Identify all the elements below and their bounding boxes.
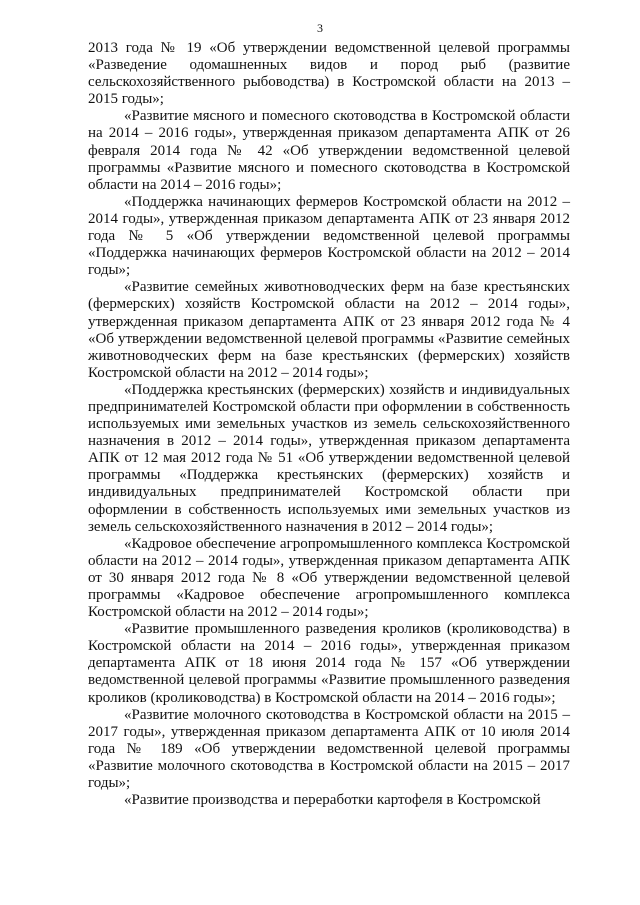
paragraph-land-ownership-support-program: «Поддержка крестьянских (фермерских) хозяйств и индивидуальных предпринимателей Костромской области при оформлении в собственность используемых ими земельных участков из земель сельскохозяйственного назначения в 2012 – 2014 годы», утвержденная приказом департамента АПК от 12 мая 2012 года № 51 «Об утверждении ведомственной целевой программы «Поддержка крестьянских (фермерских) хозяйств и индивидуальных предпринимателей Костромской области при оформлении в собственность используемых ими земельных участков из земель сельскохозяйственного назначения в 2012 – 2014 годы»; [88, 381, 570, 535]
paragraph-beginning-farmers-program: «Поддержка начинающих фермеров Костромской области на 2012 – 2014 годы», утвержденная приказом департамента АПК от 23 января 2012 года № 5 «Об утверждении ведомственной целевой программы «Поддержка начинающих фермеров Костромской области на 2012 – 2014 годы»; [88, 193, 570, 279]
paragraph-family-livestock-farms-program: «Развитие семейных животноводческих ферм на базе крестьянских (фермерских) хозяйств Костромской области на 2012 – 2014 годы», утвержденная приказом департамента АПК от 23 января 2012 года № 4 «Об утверждении ведомственной целевой программы «Развитие семейных животноводческих ферм на базе крестьянских (фермерских) хозяйств Костромской области на 2012 – 2014 годы»; [88, 279, 570, 381]
paragraph-rabbit-breeding-program: «Развитие промышленного разведения кроликов (кролиководства) в Костромской области на 2014 – 2016 годы», утвержденная приказом департамента АПК от 18 июня 2014 года № 157 «Об утверждении ведомственной целевой программы «Развитие промышленного разведения кроликов (кролиководства) в Костромской области на 2014 – 2016 годы»; [88, 621, 570, 706]
document-body [88, 40, 570, 809]
paragraph-dairy-cattle-program: «Развитие молочного скотоводства в Костромской области на 2015 – 2017 годы», утвержденная приказом департамента АПК от 10 июля 2014 года № 189 «Об утверждении ведомственной целевой программы «Развитие молочного скотоводства в Костромской области на 2015 – 2017 годы»; [88, 706, 570, 792]
paragraph-staffing-program: «Кадровое обеспечение агропромышленного комплекса Костромской области на 2012 – 2014 годы», утвержденная приказом департамента АПК от 30 января 2012 года № 8 «Об утверждении ведомственной целевой программы «Кадровое обеспечение агропромышленного комплекса Костромской области на 2012 – 2014 годы»; [88, 535, 570, 621]
paragraph-potato-program: «Развитие производства и переработки картофеля в Костромской [124, 792, 541, 809]
page-number: 3 [317, 21, 323, 35]
paragraph-meat-cattle-program: «Развитие мясного и помесного скотоводства в Костромской области на 2014 – 2016 годы», утвержденная приказом департамента АПК от 26 февраля 2014 года № 42 «Об утверждении ведомственной целевой программы «Развитие мясного и помесного скотоводства в Костромской области на 2014 – 2016 годы»; [88, 108, 570, 193]
paragraph-fish-farming-program: 2013 года № 19 «Об утверждении ведомственной целевой программы «Разведение одомашненных видов и пород рыб (развитие сельскохозяйственного рыбоводства) в Костромской области на 2013 – 2015 годы»; [88, 40, 570, 108]
